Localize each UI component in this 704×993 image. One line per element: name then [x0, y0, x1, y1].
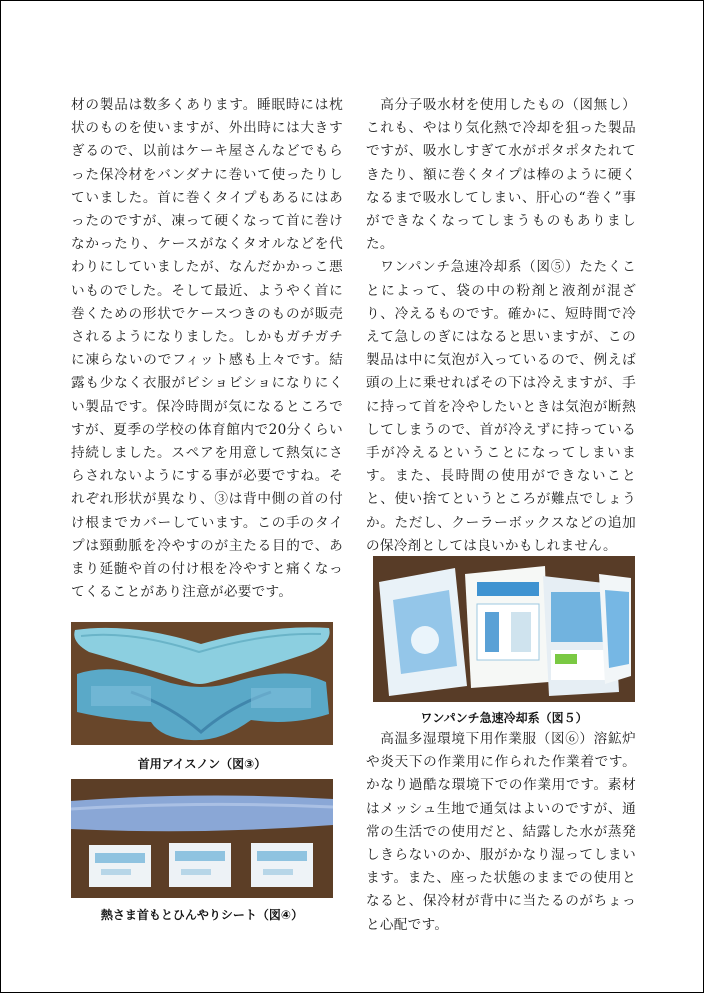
right-paragraph-1: 高分子吸水材を使用したもの（図無し）これも、やはり気化熱で冷却を狙った製品ですが、吸水しすぎて水がポタポタたれてきたり、額に巻くタイプは棒のように硬くなるまで吸水してしまい、肝心の“巻く”事ができなくなってしまうものもありました。 [366, 97, 636, 253]
right-paragraph-3: 高温多湿環境下用作業服（図⑥）溶鉱炉や炎天下の作業用に作られた作業着です。かなり過酷な環境下での作業用です。素材はメッシュ生地で通気はよいのですが、通常の生活での使用だと、結露した水が蒸発しきらないのか、服がかなり湿ってしまいます。また、座った状態のままでの使用となると、保冷材が背中に当たるのがちょっと心配です。 [366, 731, 636, 933]
right-column [366, 94, 636, 558]
figure-4-photo [71, 779, 333, 898]
left-paragraph: 材の製品は数多くあります。睡眠時には枕状のものを使いますが、外出時には大きすぎるので、以前はケーキ屋さんなどでもらった保冷材をバンダナに巻いて使ったりしていました。首に巻くタイプもあるにはあったのですが、凍って硬くなって首に巻けなかったり、ケースがなくタオルなどを代わりにしていましたが、なんだかかっこ悪いものでした。そして最近、ようやく首に巻くための形状でケースつきのものが販売されるようになりました。しかもガチガチに凍らないのでフィット感も上々です。結露も少なく衣服がビショビショになりにくい製品です。保冷時間が気になるところですが、夏季の学校の体育館内で20分くらい持続しました。スペアを用意して熱気にさらされないようにする事が必要ですね。それぞれ形状が異なり、③は背中側の首の付け根までカバーしています。この手のタイプは頸動脈を冷やすのが主たる目的で、あまり延髄や首の付け根を冷やすと痛くなってくることがあり注意が必要です。 [71, 97, 343, 601]
right-column-lower [366, 728, 636, 937]
right-paragraph-2: ワンパンチ急速冷却系（図⑤）たたくことによって、袋の中の粉剤と液剤が混ざり、冷えるものです。確かに、短時間で冷えて急しのぎにはなると思いますが、この製品は中に気泡が入っているので、例えば頭の上に乗せればその下は冷えますが、手に持って首を冷やしたいときは気泡が断熱してしまうので、首が冷えずに持っている手が冷えるということになってしまいます。また、長時間の使用ができないことと、使い捨てというところが難点でしょうか。ただし、クーラーボックスなどの追加の保冷剤としては良いかもしれません。 [366, 259, 636, 554]
figure-3-photo [71, 622, 333, 745]
figure-3-caption: 首用アイスノン（図③） [137, 757, 267, 771]
left-column [71, 94, 343, 604]
figure-4-caption: 熱さま首もとひんやりシート（図④） [100, 908, 304, 922]
figure-5-photo [373, 556, 635, 702]
figure-5-caption: ワンパンチ急速冷却系（図５） [420, 711, 588, 725]
